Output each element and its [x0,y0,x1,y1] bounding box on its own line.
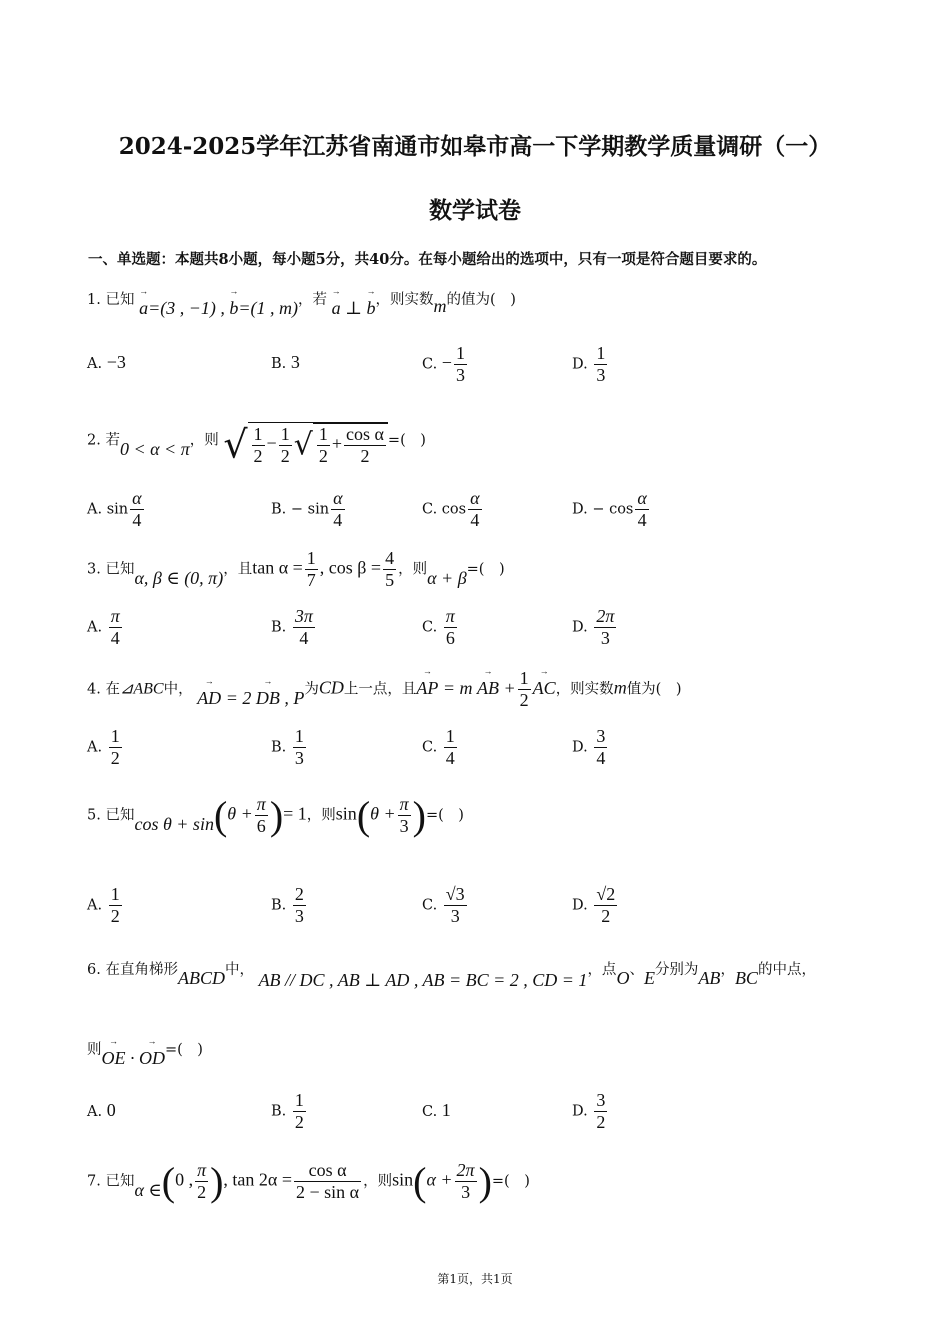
section-header: 一、单选题：本题共8小题，每小题5分，共40分。在每小题给出的选项中，只有一项是符合题目要求的。 [88,251,767,268]
paper-title: 2024-2025学年江苏省南通市如皋市高一下学期教学质量调研（一） [118,133,832,160]
q4-option-b: B. $\frac{1}{3}$ [271,726,304,768]
q2-option-d: D. − cos $\frac{\alpha}{4}$ [572,488,647,530]
q5-option-c: C. $\frac{√3}{3}$ [422,884,465,926]
q2-option-b: B. − sin $\frac{\alpha}{4}$ [271,488,343,530]
q5-option-d: D. $\frac{√2}{2}$ [572,884,616,926]
question-5: 5. 已知cos θ + sin(θ + $\frac{\pi}{6}$ )= 1，则sin(θ + $\frac{\pi}{3}$ )=( ) [87,793,464,838]
q5-option-b: B. $\frac{2}{3}$ [271,884,304,926]
q6-option-b: B. $\frac{1}{2}$ [271,1090,304,1132]
q6-option-d: D. $\frac{3}{2}$ [572,1090,606,1132]
q1-option-c: C. − $\frac{1}{3}$ [422,343,465,385]
q3-option-c: C. $\frac{\pi}{6}$ [422,606,455,648]
q3-option-d: D. $\frac{2\pi}{3}$ [572,606,615,648]
page-footer: 第1页，共1页 [437,1272,513,1286]
q3-option-b: B. $\frac{3\pi}{4}$ [271,606,313,648]
q4-option-a: A. $\frac{1}{2}$ [87,726,120,768]
q2-option-a: A. sin $\frac{\alpha}{4}$ [87,488,142,530]
q1-option-b: B. 3 [271,352,300,372]
question-7: 7. 已知α ∈(0 , $\frac{\pi}{2}$ ), tan 2α = $\frac{\text{cos α}}{\text{2 − sin α}}$ ，则sin(α + $\frac{2\pi}{3}$ )=( ) [87,1159,530,1204]
q1-option-a: A. −3 [87,352,126,372]
question-6-line2: 则→ OE · → OD=( ) [87,1038,203,1059]
question-1: 1. 已知 → a=(3 , −1) , → b=(1 , m)，若 → a ⊥ → b，则实数m的值为( ) [87,288,516,309]
question-4: 4. 在⊿ABC中， → AD = 2 → DB , P为CD上一点，且→ AP = m → AB + $\frac{1}{2}$ → AC，则实数m值为( ) [87,668,682,711]
q4-option-d: D. $\frac{3}{4}$ [572,726,606,768]
q3-option-a: A. $\frac{\pi}{4}$ [87,606,120,648]
question-6: 6. 在直角梯形ABCD中， AB // DC , AB ⊥ AD , AB = BC = 2 , CD = 1，点O、E分别为AB，BC的中点， [87,962,816,990]
question-3: 3. 已知α, β ∈ (0, π)，且tan α = $\frac{1}{7}$ , cos β = $\frac{4}{5}$ ，则α + β=( ) [87,548,505,590]
q2-option-c: C. cos $\frac{\alpha}{4}$ [422,488,480,530]
question-2: 2. 若0 < α < π，则 √ $\frac{1}{2}$ − $\frac{1}{2}$ √ $\frac{1}{2}$ + $\frac{\text{cos α}}{2}$ =( ) [87,422,426,467]
q1-option-d: D. $\frac{1}{3}$ [572,343,606,385]
q4-option-c: C. $\frac{1}{4}$ [422,726,455,768]
q6-option-c: C. 1 [422,1100,451,1120]
paper-subtitle: 数学试卷 [429,197,521,224]
q5-option-a: A. $\frac{1}{2}$ [87,884,120,926]
q6-option-a: A. 0 [87,1100,116,1120]
